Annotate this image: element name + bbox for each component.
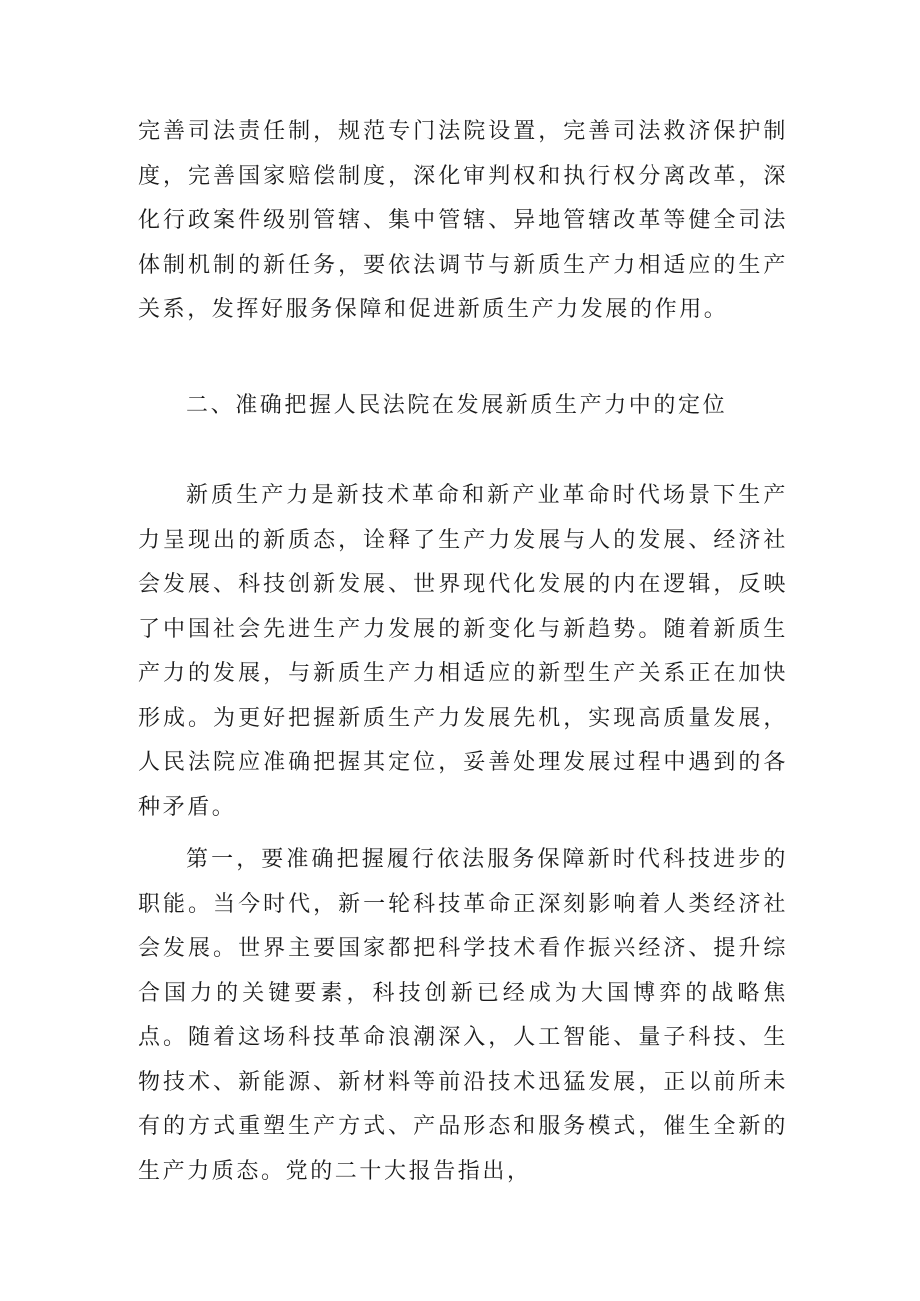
section-heading: 二、准确把握人民法院在发展新质生产力中的定位 xyxy=(186,393,728,418)
paragraph-first-point: 第一，要准确把握履行依法服务保障新时代科技进步的职能。当今时代，新一轮科技革命正深刻影响着人类经济社会发展。世界主要国家都把科学技术看作振兴经济、提升综合国力的关键要素，科技创新已经成为大国博弈的战略焦点。随着这场科技革命浪潮深入，人工智能、量子科技、生物技术、新能源、新材料等前沿技术迅猛发展，正以前所未有的方式重塑生产方式、产品形态和服务模式，催生全新的生产力质态。党的二十大报告指出， xyxy=(138,847,788,1184)
paragraph-continuation: 完善司法责任制，规范专门法院设置，完善司法救济保护制度，完善国家赔偿制度，深化审判权和执行权分离改革，深化行政案件级别管辖、集中管辖、异地管辖改革等健全司法体制机制的新任务，要依法调节与新质生产力相适应的生产关系，发挥好服务保障和促进新质生产力发展的作用。 xyxy=(138,119,788,322)
paragraph-positioning: 新质生产力是新技术革命和新产业革命时代场景下生产力呈现出的新质态，诠释了生产力发展与人的发展、经济社会发展、科技创新发展、世界现代化发展的内在逻辑，反映了中国社会先进生产力发展的新变化与新趋势。随着新质生产力的发展，与新质生产力相适应的新型生产关系正在加快形成。为更好把握新质生产力发展先机，实现高质量发展，人民法院应准确把握其定位，妥善处理发展过程中遇到的各种矛盾。 xyxy=(138,483,788,820)
